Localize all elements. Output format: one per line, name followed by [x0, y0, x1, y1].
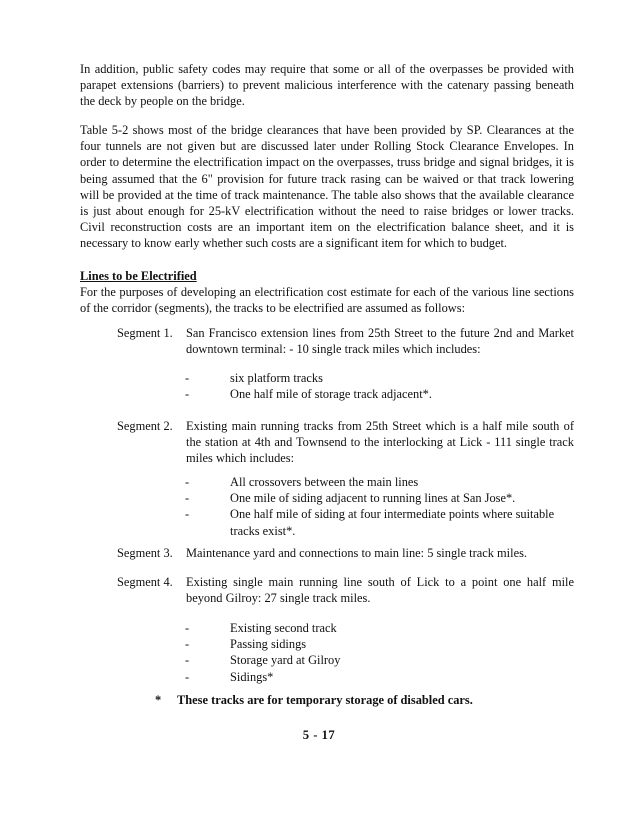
list-item-text: One mile of siding adjacent to running lines at San Jose*.: [230, 491, 516, 506]
list-dash: -: [185, 637, 190, 652]
list-dash: -: [185, 621, 190, 635]
list-item: [185, 386, 575, 402]
section-lines-to-be-electrified: [80, 268, 574, 317]
list-item: [185, 669, 575, 685]
segment-description: Existing main running tracks from 25th Street which is a half mile south of the station at 4th and Townsend to the interlocking at Lick - 111 single track miles which includes:: [186, 419, 574, 466]
list-item-text: six platform tracks: [230, 371, 323, 385]
segment-4-list: [185, 620, 575, 685]
footnote: [155, 692, 473, 708]
paragraph-bridge-clearances: Table 5-2 shows most of the bridge clearances that have been provided by SP. Clearances at the four tunnels are not given but are discussed later under Rolling Stock Clearance Envelopes. In order to determine the electrification impact on the overpasses, truss bridge and signal bridges, it is being assumed that the 6" provision for future track rasing can be waived or that track lowering will be provided at the time of track maintenance. The table also shows that the available clearance is just about enough for 25-kV electrification without the need to raise bridges or lower tracks. Civil reconstruction costs are an important item on the electrification balance sheet, and it is necessary to know early whether such costs are a significant item for which to budget.: [80, 123, 574, 251]
list-item: [185, 474, 575, 490]
list-dash: -: [185, 475, 190, 489]
list-dash: -: [185, 491, 190, 506]
segment-label: Segment 1.: [117, 326, 173, 340]
segment-label: Segment 4.: [117, 575, 173, 589]
list-dash: -: [185, 387, 190, 402]
segment-label: Segment 3.: [117, 546, 173, 560]
list-item-text: Storage yard at Gilroy: [230, 653, 341, 668]
list-item: [185, 490, 575, 506]
paragraph-public-safety: In addition, public safety codes may require that some or all of the overpasses be provided with parapet extensions (barriers) to prevent malicious interference with the catenary passing beneath the deck by people on the bridge.: [80, 62, 574, 109]
list-dash: -: [185, 371, 190, 385]
list-item-text: One half mile of siding at four intermediate points where suitable tracks exist*.: [230, 507, 555, 538]
segment-description: San Francisco extension lines from 25th Street to the future 2nd and Market downtown terminal: - 10 single track miles which includes:: [186, 326, 574, 357]
list-item-text: Sidings*: [230, 669, 274, 684]
list-item-text: One half mile of storage track adjacent*.: [230, 387, 432, 402]
segment-description: Maintenance yard and connections to main line: 5 single track miles.: [186, 546, 527, 560]
list-item: [185, 506, 575, 538]
list-item-text: All crossovers between the main lines: [230, 475, 419, 489]
segment-label: Segment 2.: [117, 419, 173, 433]
segment-2-list: [185, 474, 575, 539]
segment-description: Existing single main running line south of Lick to a point one half mile beyond Gilroy: 27 single track miles.: [186, 575, 574, 606]
footnote-text: These tracks are for temporary storage of disabled cars.: [177, 693, 473, 707]
segment-1-list: [185, 370, 575, 402]
list-dash: -: [185, 669, 190, 684]
list-dash: -: [185, 653, 190, 668]
list-item: [185, 636, 575, 652]
list-item-text: Passing sidings: [230, 637, 307, 652]
footnote-marker: *: [155, 693, 162, 707]
list-item: [185, 652, 575, 668]
section-intro: For the purposes of developing an electrification cost estimate for each of the various line sections of the corridor (segments), the tracks to be electrified are assumed as follows:: [80, 285, 574, 316]
list-item: [185, 370, 575, 386]
section-heading: Lines to be Electrified: [80, 269, 197, 283]
list-item-text: Existing second track: [230, 621, 337, 635]
list-item: [185, 620, 575, 636]
page-number: 5 - 17: [302, 728, 336, 742]
list-dash: -: [185, 507, 190, 522]
